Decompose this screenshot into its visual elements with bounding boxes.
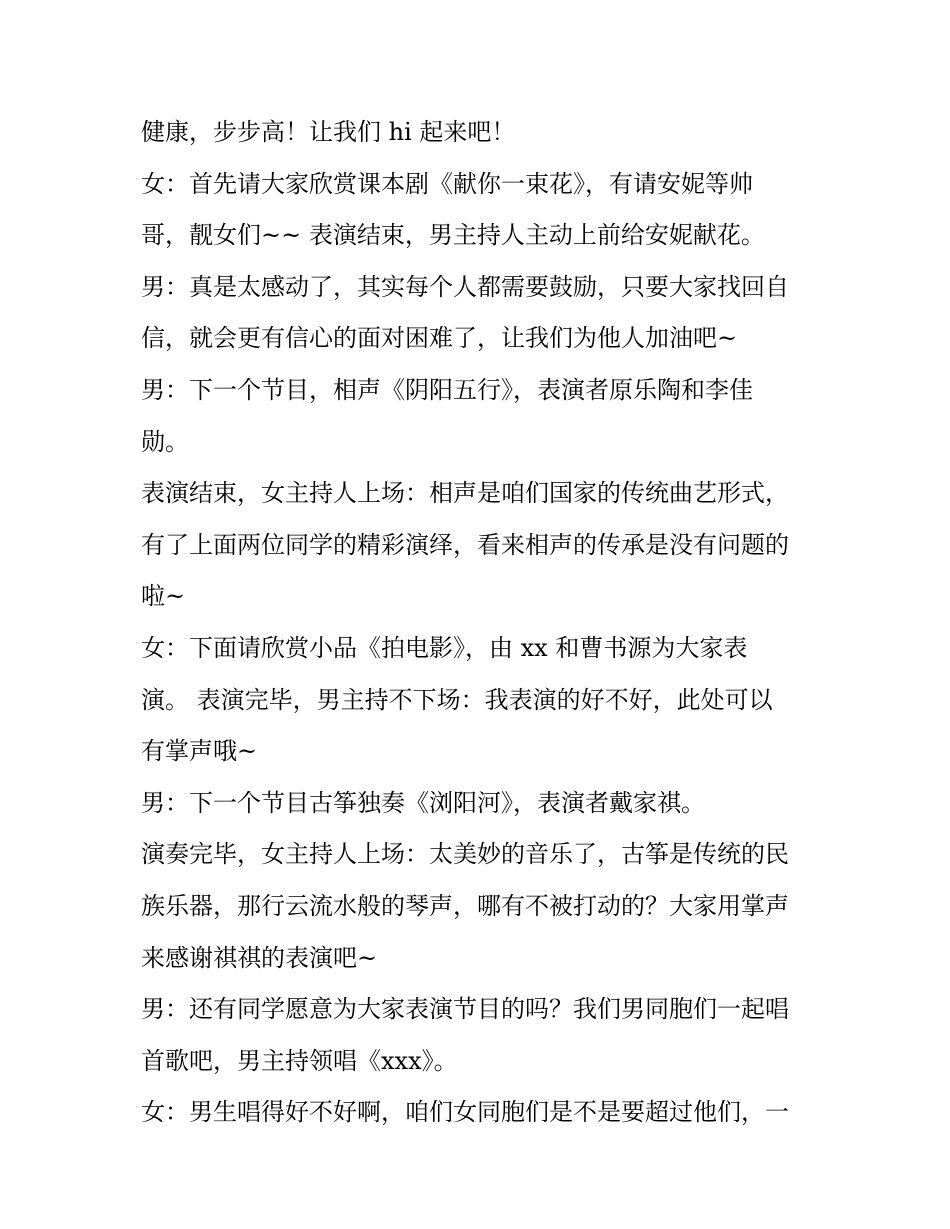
text-line-9: 有了上面两位同学的精彩演绎，看来相声的传承是没有问题的 (141, 530, 789, 559)
text-line-14: 男：下一个节目古筝独奏《浏阳河》，表演者戴家祺。 (141, 788, 705, 817)
body-text (141, 107, 821, 1139)
text-line-19: 首歌吧，男主持领唱《xxx》。 (141, 1046, 458, 1075)
text-line-18: 男：还有同学愿意为大家表演节目的吗？我们男同胞们一起唱 (141, 995, 789, 1024)
text-line-8: 表演结束，女主持人上场：相声是咱们国家的传统曲艺形式， (141, 479, 789, 508)
text-line-1: 健康，步步高！让我们 hi 起来吧！ (141, 118, 516, 146)
text-line-11: 女：下面请欣赏小品《拍电影》，由 xx 和曹书源为大家表 (141, 633, 748, 662)
text-line-20: 女：男生唱得好不好啊，咱们女同胞们是不是要超过他们，一 (141, 1098, 789, 1127)
text-line-4: 男：真是太感动了，其实每个人都需要鼓励，只要大家找回自 (141, 272, 789, 301)
text-line-5: 信，就会更有信心的面对困难了，让我们为他人加油吧~ (141, 324, 738, 353)
text-line-10: 啦~ (141, 582, 186, 611)
text-line-12: 演。 表演完毕，男主持不下场：我表演的好不好，此处可以 (141, 685, 773, 714)
text-line-6: 男：下一个节目，相声《阴阳五行》，表演者原乐陶和李佳 (141, 375, 753, 404)
text-line-16: 族乐器，那行云流水般的琴声，哪有不被打动的？大家用掌声 (141, 891, 789, 920)
text-line-7: 勋。 (141, 427, 189, 456)
text-line-17: 来感谢祺祺的表演吧~ (141, 943, 378, 972)
text-line-13: 有掌声哦~ (141, 737, 258, 766)
text-line-15: 演奏完毕，女主持人上场：太美妙的音乐了，古筝是传统的民 (141, 840, 789, 869)
text-line-2: 女：首先请大家欣赏课本剧《献你一束花》，有请安妮等帅 (141, 169, 753, 198)
text-line-3: 哥，靓女们~~ 表演结束，男主持人主动上前给安妮献花。 (141, 221, 765, 250)
